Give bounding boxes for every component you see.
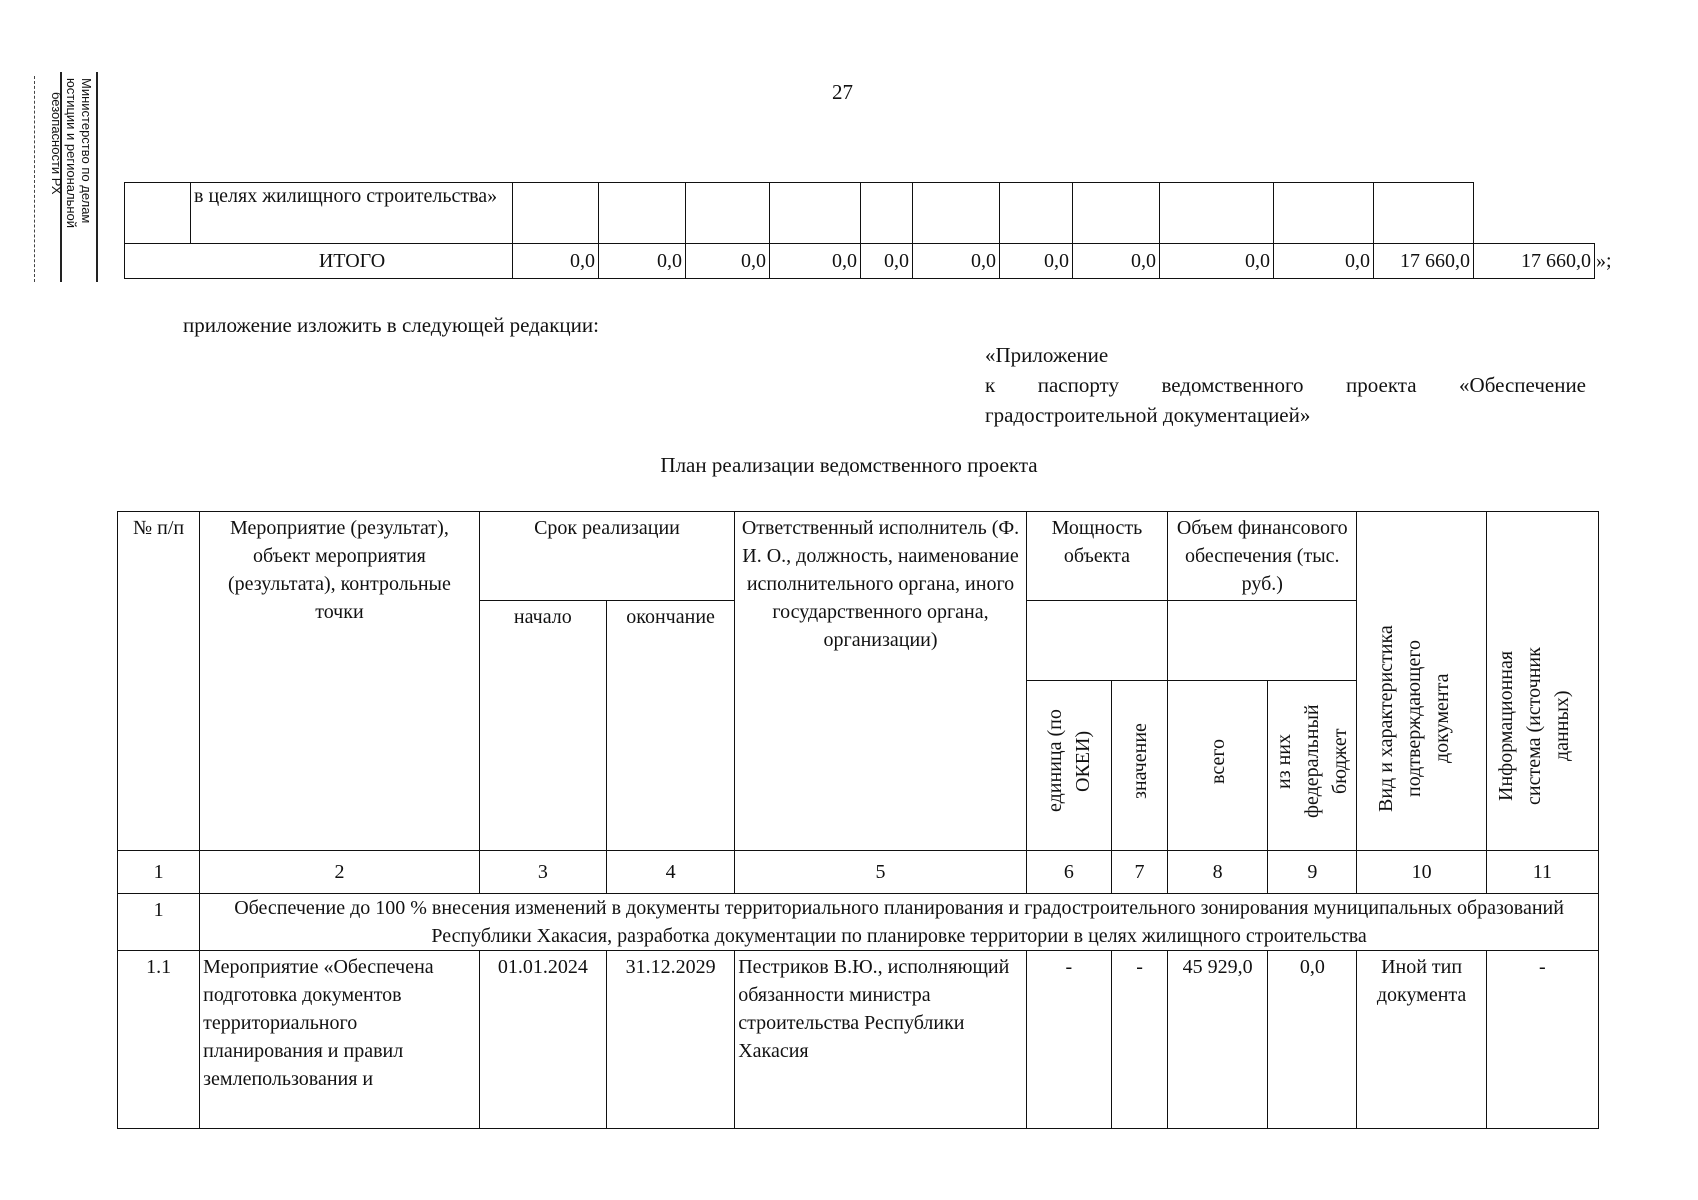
row-doc-type: Иной тип документа: [1357, 951, 1486, 1129]
header-value: значение: [1128, 723, 1151, 799]
intro-text: приложение изложить в следующей редакции:: [183, 313, 599, 337]
header-doc-type-cell: [1357, 512, 1486, 851]
implementation-plan-table: [117, 511, 1599, 1129]
row-info-system: -: [1486, 951, 1598, 1129]
row-end: 31.12.2029: [606, 951, 734, 1129]
row-value: -: [1111, 951, 1167, 1129]
column-number: 11: [1486, 851, 1598, 894]
total-value: 0,0: [686, 244, 770, 279]
header-total-cell: [1168, 681, 1268, 851]
header-doc-type: Вид и характеристика подтверждающего документа: [1374, 625, 1453, 812]
section-number: 1: [118, 894, 200, 951]
row-responsible: Пестриков В.Ю., исполняющий обязанности министра строительства Республики Хакасия: [735, 951, 1027, 1129]
total-value: 0,0: [1073, 244, 1160, 279]
total-value: 0,0: [770, 244, 861, 279]
total-value: 17 660,0: [1474, 244, 1595, 279]
header-total: всего: [1206, 738, 1229, 784]
header-unit: единица (по ОКЕИ): [1043, 709, 1094, 813]
appendix-line-3: градостроительной документацией»: [985, 403, 1311, 427]
header-unit-cell: [1026, 681, 1111, 851]
section-title: Обеспечение до 100 % внесения изменений в документы территориального планирования и градостроительного зонирования муниципальных образований Республики Хакасия, разработка документации по планировке территории в целях жилищного строительства: [200, 894, 1599, 951]
column-number: 3: [479, 851, 606, 894]
stamp-line-3: безопасности РХ: [49, 92, 64, 195]
row-federal: 0,0: [1268, 951, 1357, 1129]
header-info-system-cell: [1486, 512, 1598, 851]
row-measure: Мероприятие «Обеспечена подготовка документов территориального планирования и правил землепользования и: [200, 951, 480, 1129]
header-end: окончание: [606, 601, 734, 851]
total-value: 0,0: [1000, 244, 1073, 279]
ministry-stamp: [16, 72, 96, 284]
header-measure: Мероприятие (результат), объект мероприятия (результата), контрольные точки: [200, 512, 480, 851]
row-total: 45 929,0: [1168, 951, 1268, 1129]
header-finance: Объем финансового обеспечения (тыс. руб.): [1168, 512, 1357, 601]
total-value: 17 660,0: [1374, 244, 1474, 279]
column-number: 4: [606, 851, 734, 894]
page-number: 27: [832, 80, 853, 104]
column-number: 8: [1168, 851, 1268, 894]
appendix-line-1: «Приложение: [985, 343, 1109, 367]
table-cell: [125, 183, 191, 244]
header-finance-spacer: [1168, 601, 1357, 681]
row-start: 01.01.2024: [479, 951, 606, 1129]
closing-quote: »;: [1596, 250, 1612, 272]
header-federal-cell: [1268, 681, 1357, 851]
stamp-line-2: юстиции и региональной: [64, 78, 79, 229]
header-info-system: Информационная система (источник данных): [1495, 647, 1574, 805]
column-number: 1: [118, 851, 200, 894]
appendix-heading: [985, 340, 1586, 430]
row-text: в целях жилищного строительства»: [191, 183, 513, 244]
total-label: ИТОГО: [125, 244, 513, 279]
column-number: 6: [1026, 851, 1111, 894]
plan-title: План реализации ведомственного проекта: [660, 453, 1038, 477]
total-value: 0,0: [1160, 244, 1274, 279]
row-unit: -: [1026, 951, 1111, 1129]
appendix-line-2: к паспорту ведомственного проекта «Обеспечение: [985, 373, 1586, 397]
total-value: 0,0: [599, 244, 686, 279]
column-number: 7: [1111, 851, 1167, 894]
header-value-cell: [1111, 681, 1167, 851]
column-number: 2: [200, 851, 480, 894]
total-value: 0,0: [513, 244, 599, 279]
header-term: Срок реализации: [479, 512, 735, 601]
total-value: 0,0: [913, 244, 1000, 279]
header-start: начало: [479, 601, 606, 851]
column-number: 9: [1268, 851, 1357, 894]
total-value: 0,0: [1274, 244, 1374, 279]
row-number: 1.1: [118, 951, 200, 1129]
column-number: 5: [735, 851, 1027, 894]
header-responsible: Ответственный исполнитель (Ф. И. О., должность, наименование исполнительного органа, иного государственного органа, организации): [735, 512, 1027, 851]
column-number: 10: [1357, 851, 1486, 894]
stamp-line-1: Министерство по делам: [79, 78, 94, 224]
total-value: 0,0: [861, 244, 913, 279]
header-num: № п/п: [118, 512, 200, 851]
previous-table-fragment: [124, 182, 1595, 279]
header-capacity-spacer: [1026, 601, 1167, 681]
header-federal: из них федеральный бюджет: [1273, 704, 1352, 818]
header-capacity: Мощность объекта: [1026, 512, 1167, 601]
